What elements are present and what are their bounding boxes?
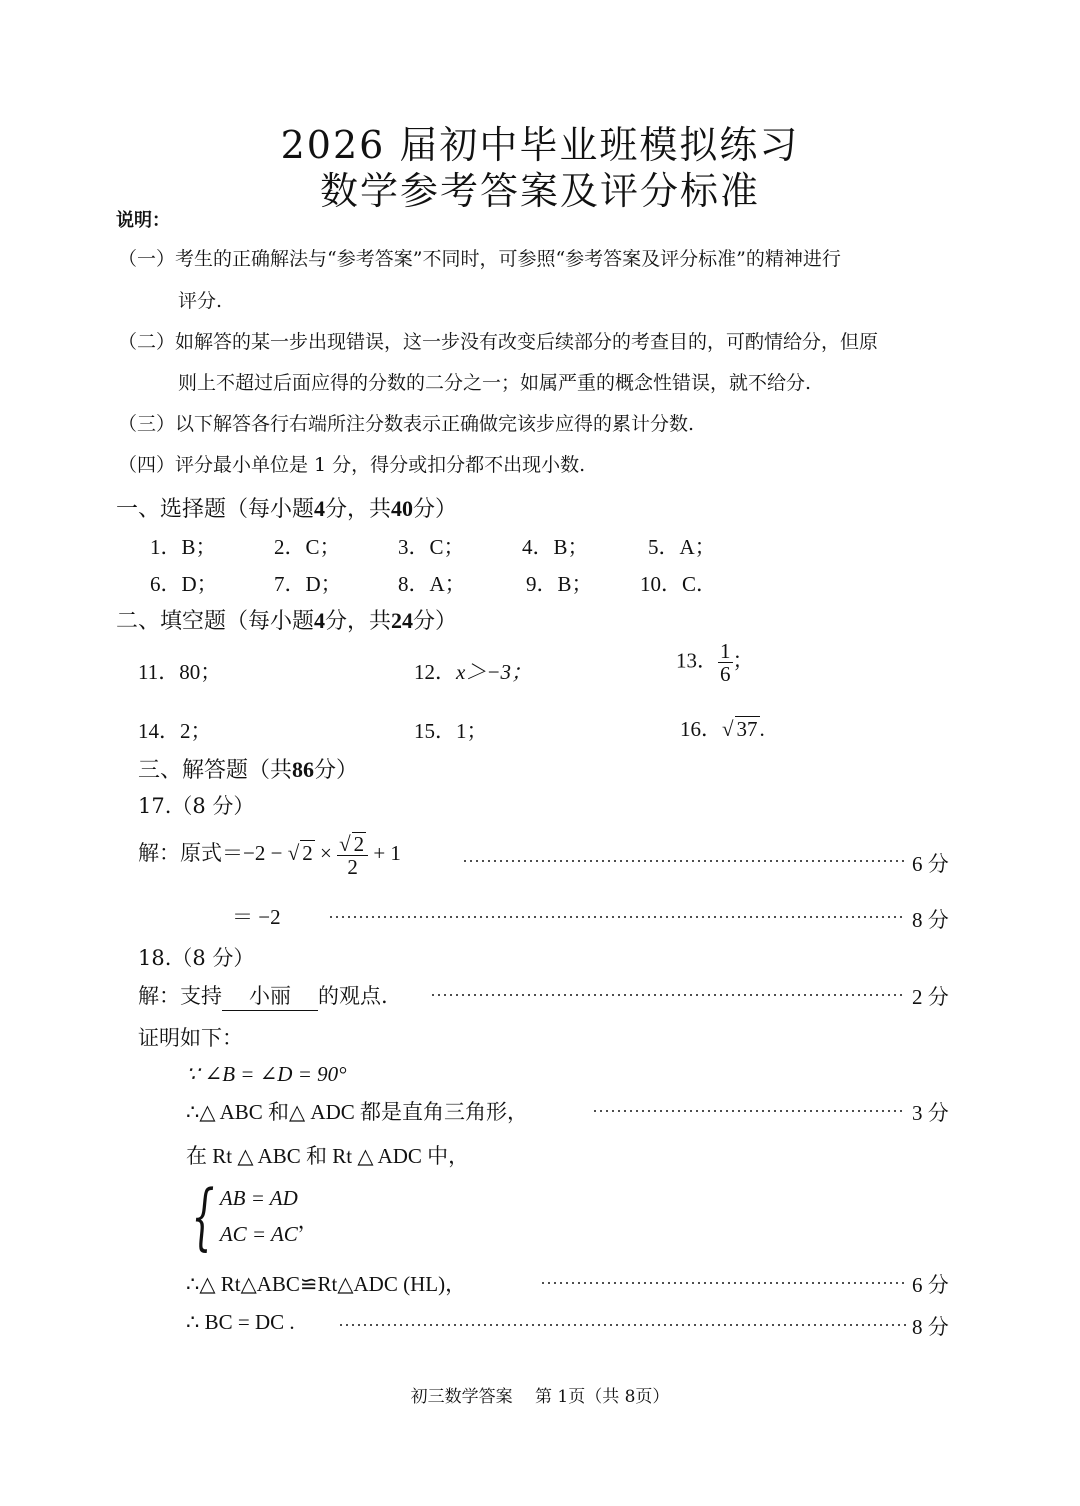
leader-dots [462,860,906,862]
answer-blank: 小丽 [222,980,318,1011]
q17-step-2: ＝ −2 [232,905,281,929]
q17-score-2: 8 分 [912,908,949,932]
leader-dots [540,1282,906,1284]
q18-in-rt: 在 Rt △ ABC 和 Rt △ ADC 中， [186,1144,470,1168]
q17-step-1: 解：原式＝−2 − √ 2 × $\frac{√ 2}{2}$ + 1 [138,832,401,880]
leader-dots [328,916,906,918]
fill-answer-13: 13． $\frac{1}{6}$ ； [676,639,754,687]
choice-answer-10: 10．C． [640,572,718,596]
leader-dots [592,1110,906,1112]
q18-score-8: 8 分 [912,1315,949,1339]
q18-therefore-3: ∴ BC = DC . [186,1310,295,1334]
sqrt-icon: √ [722,717,734,741]
fill-answer-11: 11．80； [138,660,222,684]
choice-answer-6: 6．D； [150,572,218,596]
q18-proof-intro: 证明如下： [138,1026,243,1050]
note-item-2 [118,327,878,354]
note-item-2-cont: 则上不超过后面应得的分数的二分之一；如属严重的概念性错误，就不给分. [178,372,812,394]
leader-dots [430,994,906,996]
note-item-4 [118,450,585,477]
system-eq-1: AB = AD [219,1186,298,1210]
brace-icon: { [191,1174,215,1258]
q17-score-1: 6 分 [912,852,949,876]
q18-score-6: 6 分 [912,1273,949,1297]
sqrt-icon: √ [339,832,351,856]
fraction: $\frac{√ 2}{2}$ [337,832,368,878]
fill-answer-15: 15．1； [414,719,488,743]
q18-because: ∵ ∠B = ∠D = 90° [186,1062,347,1086]
choice-answer-2: 2．C； [274,535,341,559]
notes-label: 说明： [116,210,170,231]
note-marker: （一） [118,248,176,270]
section-heading-solve: 三、解答题（共86分） [138,757,359,783]
choice-answer-7: 7．D； [274,572,342,596]
note-text: 以下解答各行右端所注分数表示正确做完该步应得的累计分数. [175,413,695,435]
note-marker: （三） [118,413,176,435]
choice-answer-5: 5．A； [648,535,716,559]
fill-answer-12: 12．x＞−3； [414,660,532,684]
fill-answer-16: 16．√ 37. [680,717,765,741]
q18-score-support: 2 分 [912,985,949,1009]
note-item-1 [118,244,841,271]
choice-answer-3: 3．C； [398,535,465,559]
q18-equation-system: { AB = AD AC = AC ， [191,1174,319,1258]
q18-therefore-1: ∴△ ABC 和△ ADC 都是直角三角形， [186,1100,529,1124]
sqrt-icon: √ [287,840,300,865]
q18-score-3: 3 分 [912,1101,949,1125]
leader-dots [338,1324,906,1326]
choice-answer-4: 4．B； [522,535,589,559]
choice-answer-1: 1．B； [150,535,217,559]
title-line-2: 数学参考答案及评分标准 [319,169,760,213]
section-heading-fill: 二、填空题（每小题4分，共24分） [116,608,458,634]
fill-answer-14: 14．2； [138,719,212,743]
note-item-1-cont: 评分. [178,290,223,312]
q18-heading: 18.（8 分） [138,946,255,970]
note-marker: （二） [118,331,176,353]
note-text: 如解答的某一步出现错误，这一步没有改变后续部分的考查目的，可酌情给分，但原 [175,331,879,353]
page-footer: 初三数学答案 第 1页（共 8页） [410,1387,670,1407]
note-marker: （四） [118,454,176,476]
choice-answer-9: 9．B； [526,572,593,596]
fraction: $\frac{1}{6}$ [720,639,731,687]
choice-answer-8: 8．A； [398,572,466,596]
q17-heading: 17.（8 分） [138,794,255,818]
note-item-3 [118,409,694,436]
note-text: 评分最小单位是 1 分，得分或扣分都不出现小数. [175,454,586,476]
q18-therefore-2: ∴△ Rt△ABC≌Rt△ADC (HL)， [186,1272,467,1296]
q18-support-line: 解：支持 小丽 的观点. [138,980,388,1011]
section-heading-choice: 一、选择题（每小题4分，共40分） [116,496,458,522]
system-eq-2: AC = AC [219,1222,298,1246]
note-text: 考生的正确解法与“参考答案”不同时，可参照“参考答案及评分标准”的精神进行 [175,248,841,270]
title-line-1: 2026 届初中毕业班模拟练习 [280,123,800,167]
